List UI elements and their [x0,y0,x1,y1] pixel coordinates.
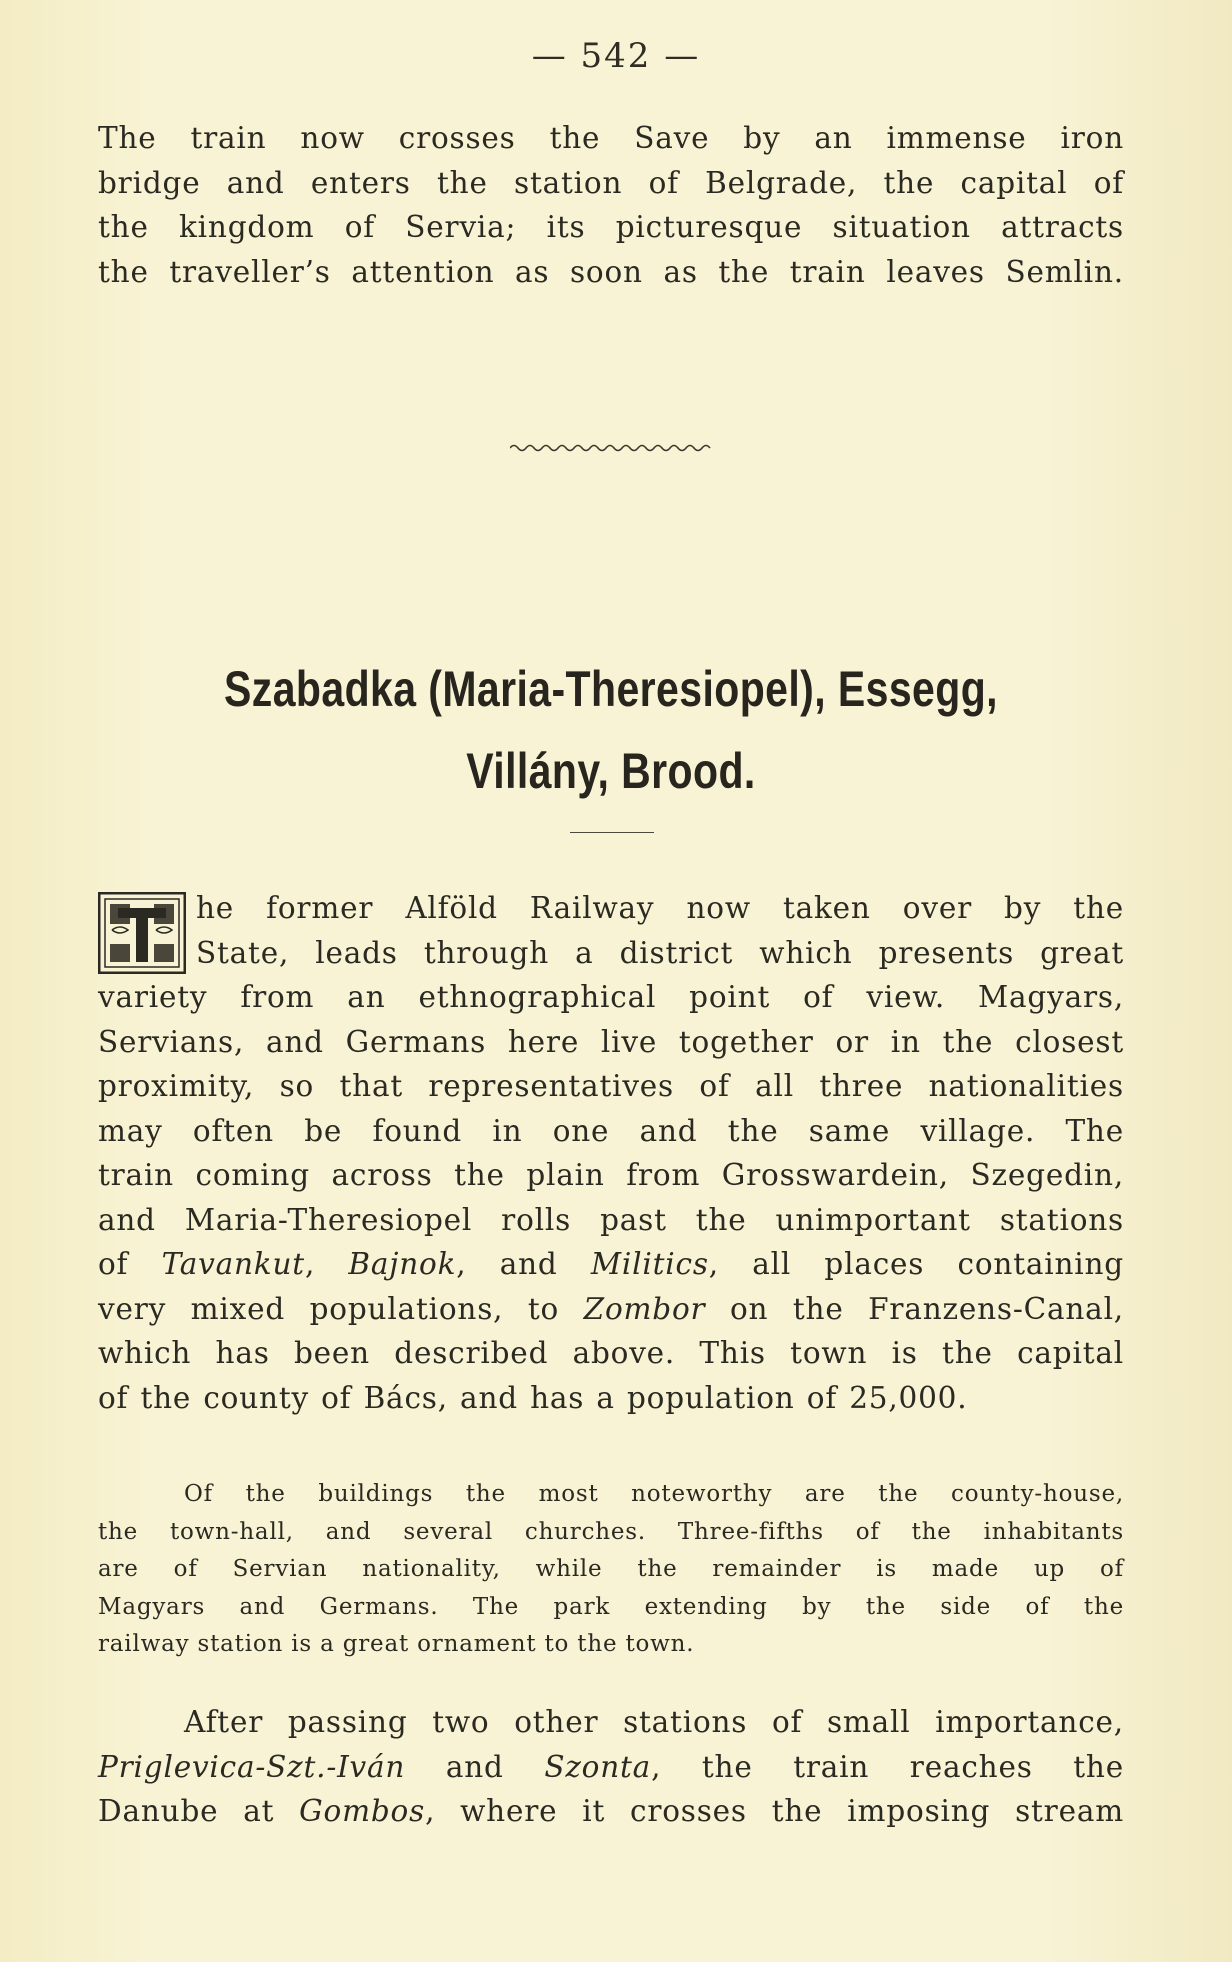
main-line: Servians, and Germans here live together or in the closest [98,1024,1124,1059]
main-line: variety from an ethnographical point of view. Magyars, [98,980,1124,1014]
small-line: railway station is a great ornament to the town. [98,1631,695,1657]
station-name: Zombor [583,1291,706,1326]
main-line: may often be found in one and the same village. The [98,1113,1124,1148]
small-line: are of Servian nationality, while the remainder is made up of [98,1556,1124,1582]
section-heading [190,648,1031,812]
main-line: and Maria-Theresiopel rolls past the unimportant stations [98,1202,1124,1237]
main-line: of the county of Bács, and has a population of 25,000. [98,1380,968,1415]
intro-line: bridge and enters the station of Belgrade, the capital of [98,165,1124,200]
intro-line: the traveller’s attention as soon as the train leaves Semlin. [98,254,1124,289]
station-name: Gombos [299,1794,426,1828]
intro-line: The train now crosses the Save by an immense iron [98,121,1124,155]
main-line: very mixed populations, to Zombor on the Franzens-Canal, [98,1291,1124,1326]
main-line: which has been described above. This town is the capital [98,1336,1124,1370]
station-name: Szonta [544,1749,652,1784]
small-line: Of the buildings the most noteworthy are the county-house, [184,1481,1124,1507]
main-paragraph [98,886,1124,1420]
small-print-paragraph [98,1476,1124,1664]
main-line: he former Alföld Railway now taken over by the [196,891,1124,925]
page-number: — 542 — [531,36,701,76]
heading-rule [570,832,654,833]
heading-line: Villány, Brood. [466,743,756,799]
small-line: the town-hall, and several churches. Three-fifths of the inhabitants [98,1518,1124,1545]
heading-line: Szabadka (Maria-Theresiopel), Essegg, [224,661,998,717]
after-line: Priglevica-Szt.-Iván and Szonta, the train reaches the [98,1749,1124,1784]
station-name: Bajnok [348,1247,457,1281]
drop-cap-t [98,892,186,974]
wave-ornament [510,440,714,456]
station-name: Tavankut [161,1247,305,1281]
main-line: train coming across the plain from Grosswardein, Szegedin, [98,1158,1124,1192]
after-paragraph [98,1700,1124,1834]
after-line: Danube at Gombos, where it crosses the imposing stream [98,1794,1125,1828]
station-name: Militics [590,1247,709,1281]
station-name: Priglevica-Szt.-Iván [98,1749,406,1784]
intro-paragraph [98,116,1124,294]
after-line: After passing two other stations of small importance, [184,1705,1124,1739]
small-line: Magyars and Germans. The park extending by the side of the [98,1593,1124,1620]
main-line: State, leads through a district which presents great [196,935,1124,970]
intro-line: the kingdom of Servia; its picturesque situation attracts [98,210,1124,244]
main-line: proximity, so that representatives of all three nationalities [98,1069,1124,1103]
main-line: of Tavankut, Bajnok, and Militics, all places containing [98,1247,1124,1281]
